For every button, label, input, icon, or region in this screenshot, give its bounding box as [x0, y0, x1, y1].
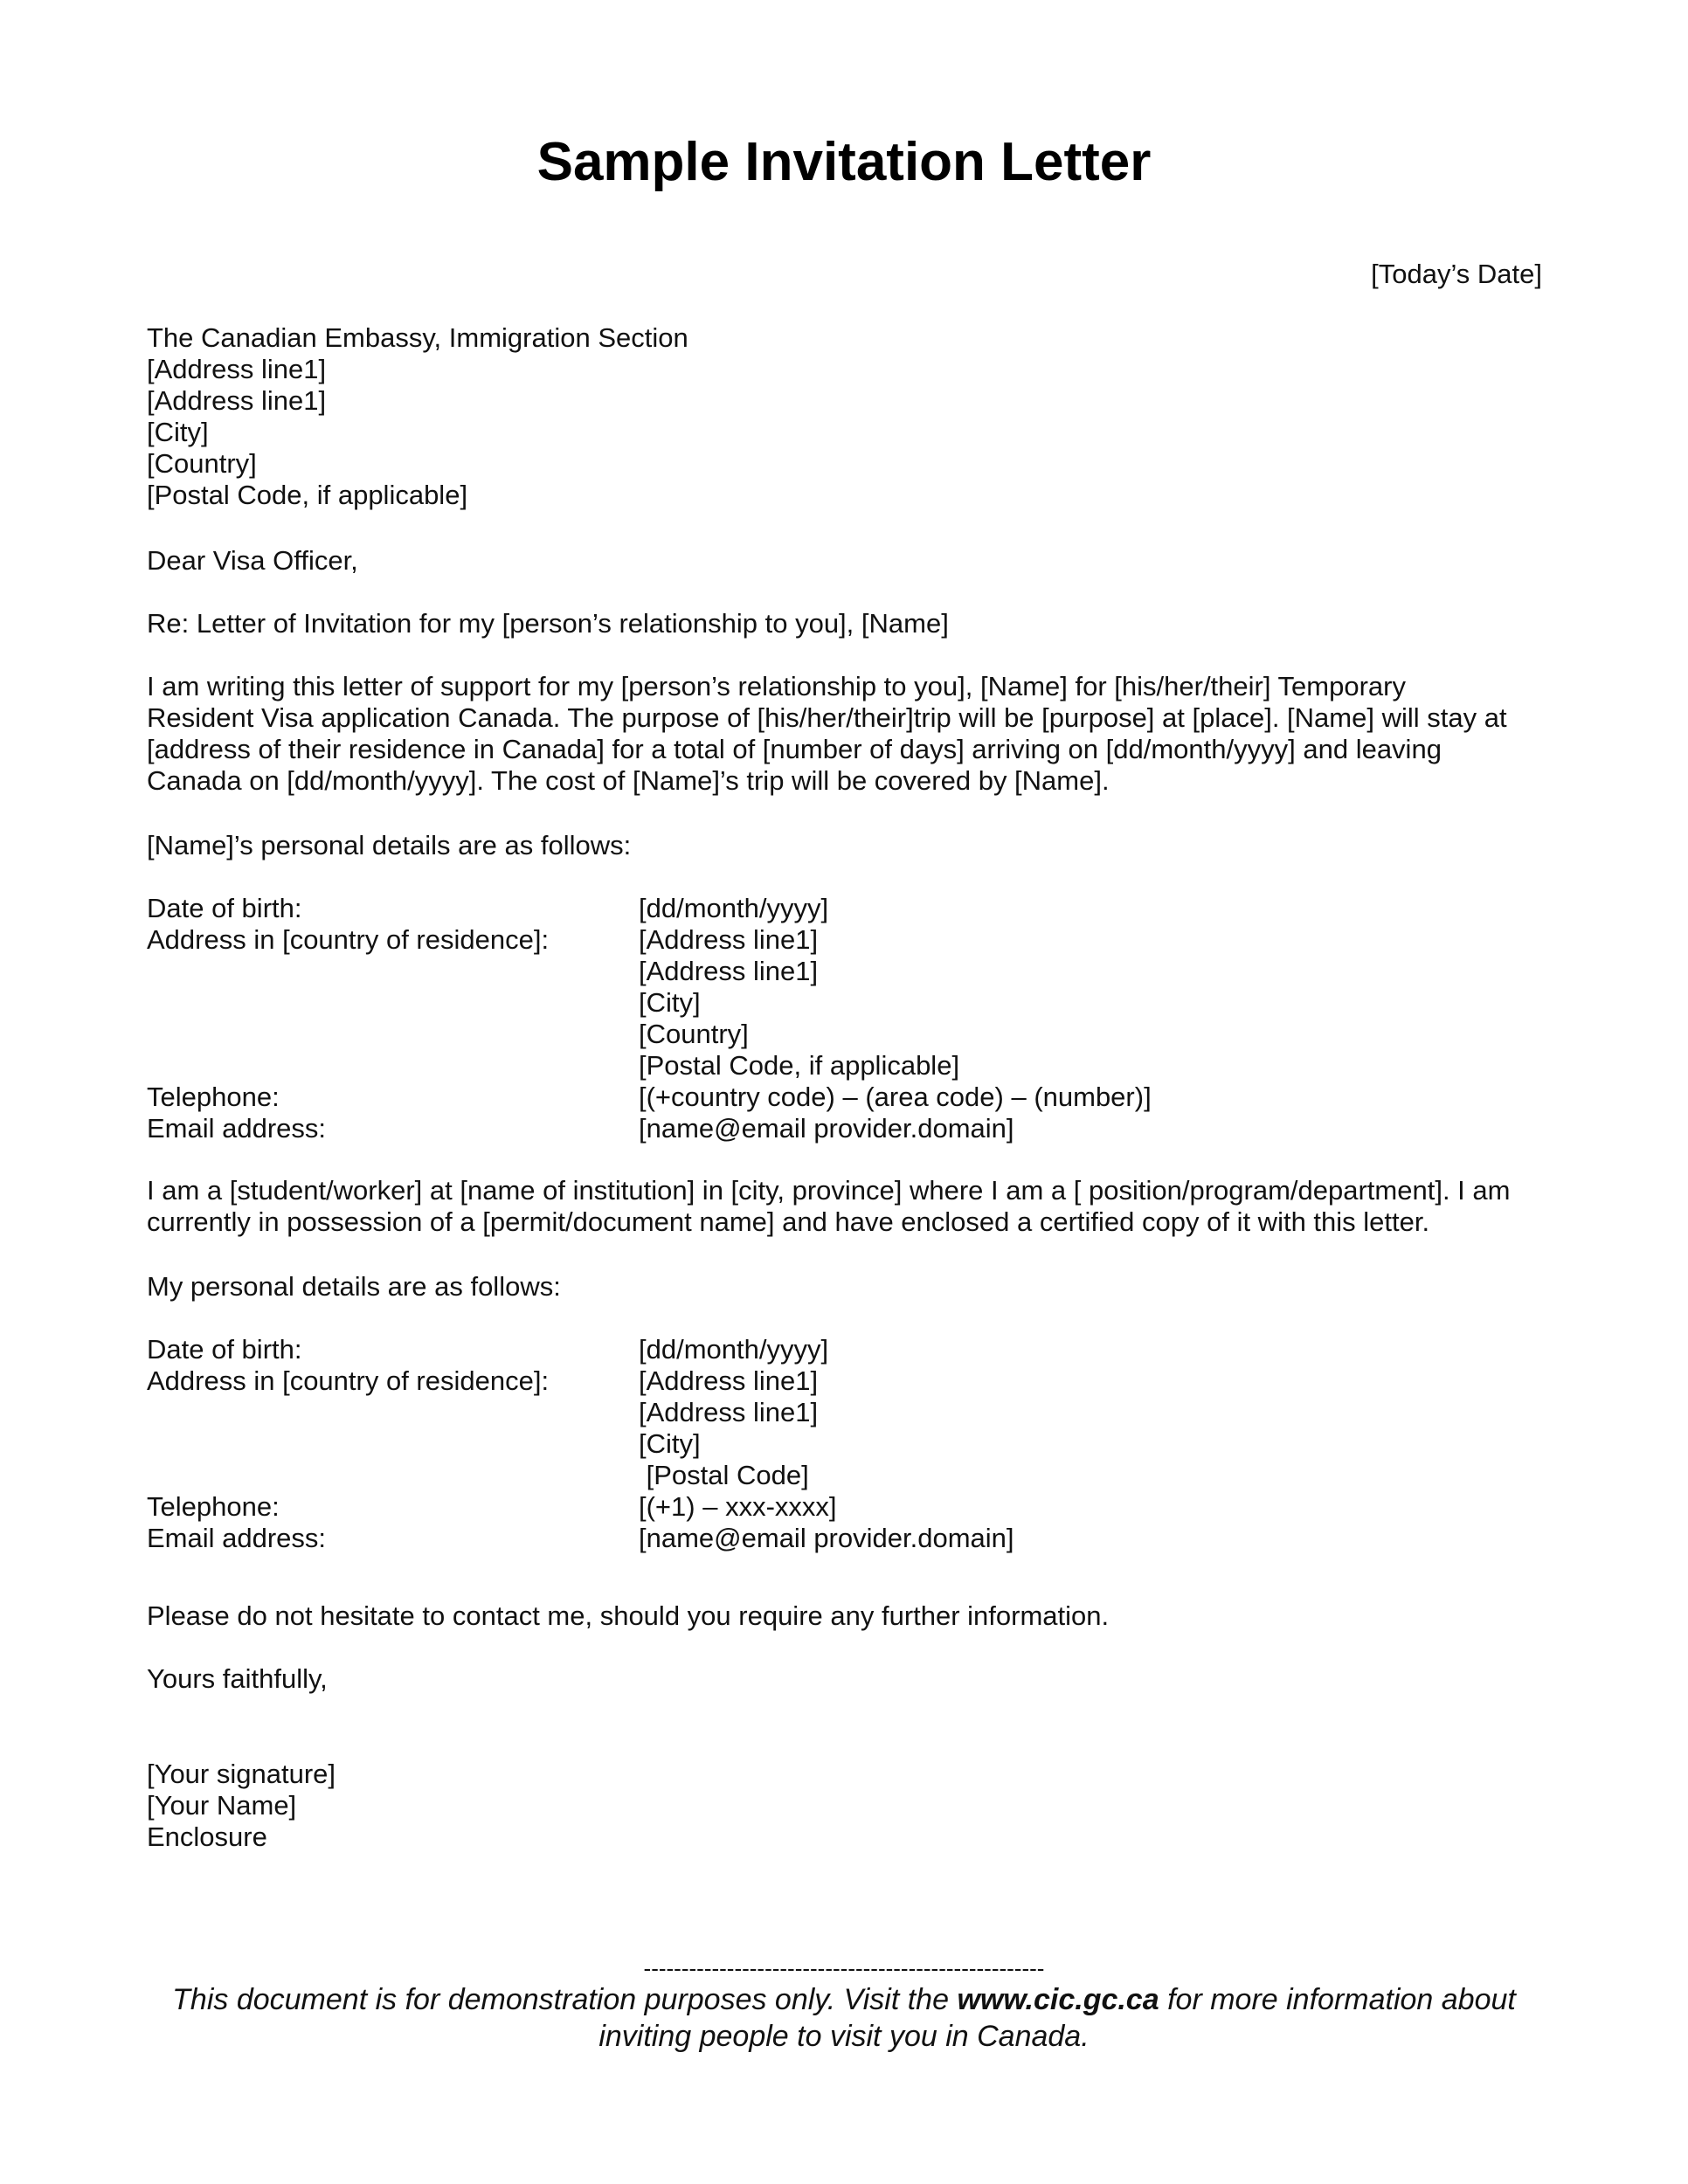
address-value: [Address line1]	[639, 1365, 819, 1396]
address-value: [Address line1]	[639, 1397, 819, 1427]
address-value: [Address line1]	[639, 924, 819, 955]
detail-row	[147, 1113, 1545, 1144]
footer-note	[0, 1981, 1688, 2055]
sign-off: Yours faithfully,	[147, 1663, 328, 1694]
guest-details-intro: [Name]’s personal details are as follows:	[147, 830, 632, 860]
email-value: [name@email provider.domain]	[639, 1113, 1014, 1144]
detail-row	[147, 1428, 1545, 1460]
email-value: [name@email provider.domain]	[639, 1523, 1014, 1553]
detail-row	[147, 1050, 1545, 1082]
signature-line: Enclosure	[147, 1821, 267, 1852]
phone-label: Telephone:	[147, 1491, 280, 1522]
detail-row	[147, 924, 1545, 956]
recipient-address	[147, 322, 1545, 511]
paragraph-line: I am a [student/worker] at [name of institution] in [city, province] where I am a [ position/program/department]. I am	[147, 1175, 1511, 1206]
recipient-line: [Address line1]	[147, 385, 327, 416]
phone-value: [(+country code) – (area code) – (number)]	[639, 1082, 1152, 1112]
recipient-line: [Country]	[147, 448, 257, 479]
detail-row	[147, 1082, 1545, 1113]
email-label: Email address:	[147, 1523, 327, 1553]
footer-link[interactable]: www.cic.gc.ca	[957, 1983, 1159, 2016]
closing-text: Please do not hesitate to contact me, should you require any further information.	[147, 1600, 1110, 1631]
letter-date: [Today’s Date]	[1371, 259, 1542, 289]
detail-row	[147, 1523, 1545, 1554]
dob-value: [dd/month/yyyy]	[639, 1334, 829, 1365]
phone-value: [(+1) – xxx-xxxx]	[639, 1491, 837, 1522]
address-value: [Address line1]	[639, 956, 819, 986]
address-value: [City]	[639, 1428, 701, 1459]
footer-text: inviting people to visit you in Canada.	[598, 2020, 1090, 2053]
guest-details	[147, 893, 1545, 1144]
address-label: Address in [country of residence]:	[147, 924, 550, 955]
host-details	[147, 1334, 1545, 1554]
host-details-intro: My personal details are as follows:	[147, 1271, 561, 1302]
detail-row	[147, 1397, 1545, 1428]
footer-text: for more information about	[1159, 1983, 1516, 2016]
detail-row	[147, 1460, 1545, 1491]
recipient-line: [City]	[147, 417, 209, 447]
detail-row	[147, 956, 1545, 987]
detail-row	[147, 893, 1545, 924]
recipient-line: The Canadian Embassy, Immigration Section	[147, 322, 688, 353]
salutation: Dear Visa Officer,	[147, 545, 358, 576]
address-value: [City]	[639, 987, 701, 1018]
email-label: Email address:	[147, 1113, 327, 1144]
support-paragraph	[147, 671, 1545, 797]
signature-line: [Your signature]	[147, 1759, 336, 1789]
address-value: [Postal Code, if applicable]	[639, 1050, 960, 1081]
paragraph-line: I am writing this letter of support for my [person’s relationship to you], [Name] for [his/her/their] Temporary	[147, 671, 1406, 702]
detail-row	[147, 1365, 1545, 1397]
detail-row	[147, 1019, 1545, 1050]
detail-row	[147, 1491, 1545, 1523]
recipient-line: [Address line1]	[147, 354, 327, 384]
phone-label: Telephone:	[147, 1082, 280, 1112]
signature-line: [Your Name]	[147, 1790, 297, 1821]
paragraph-line: [address of their residence in Canada] for a total of [number of days] arriving on [dd/month/yyyy] and leaving	[147, 734, 1442, 764]
subject-line: Re: Letter of Invitation for my [person’s relationship to you], [Name]	[147, 608, 949, 639]
paragraph-line: currently in possession of a [permit/document name] and have enclosed a certified copy of it with this letter.	[147, 1206, 1430, 1237]
detail-row	[147, 987, 1545, 1019]
address-value: [Postal Code]	[639, 1460, 809, 1490]
footer-text: This document is for demonstration purposes only. Visit the	[172, 1983, 958, 2016]
address-label: Address in [country of residence]:	[147, 1365, 550, 1396]
paragraph-line: Resident Visa application Canada. The purpose of [his/her/their]trip will be [purpose] at [place]. [Name] will stay at	[147, 702, 1507, 733]
detail-row	[147, 1334, 1545, 1365]
address-value: [Country]	[639, 1019, 749, 1049]
recipient-line: [Postal Code, if applicable]	[147, 480, 468, 510]
dob-label: Date of birth:	[147, 1334, 302, 1365]
dob-value: [dd/month/yyyy]	[639, 893, 829, 923]
paragraph-line: Canada on [dd/month/yyyy]. The cost of [Name]’s trip will be covered by [Name].	[147, 765, 1110, 796]
document-title: Sample Invitation Letter	[536, 132, 1152, 192]
signature-block	[147, 1759, 1545, 1853]
dob-label: Date of birth:	[147, 893, 302, 923]
footer-divider: -----------------------------------------------------	[643, 1955, 1045, 1981]
host-status-paragraph	[147, 1175, 1545, 1238]
